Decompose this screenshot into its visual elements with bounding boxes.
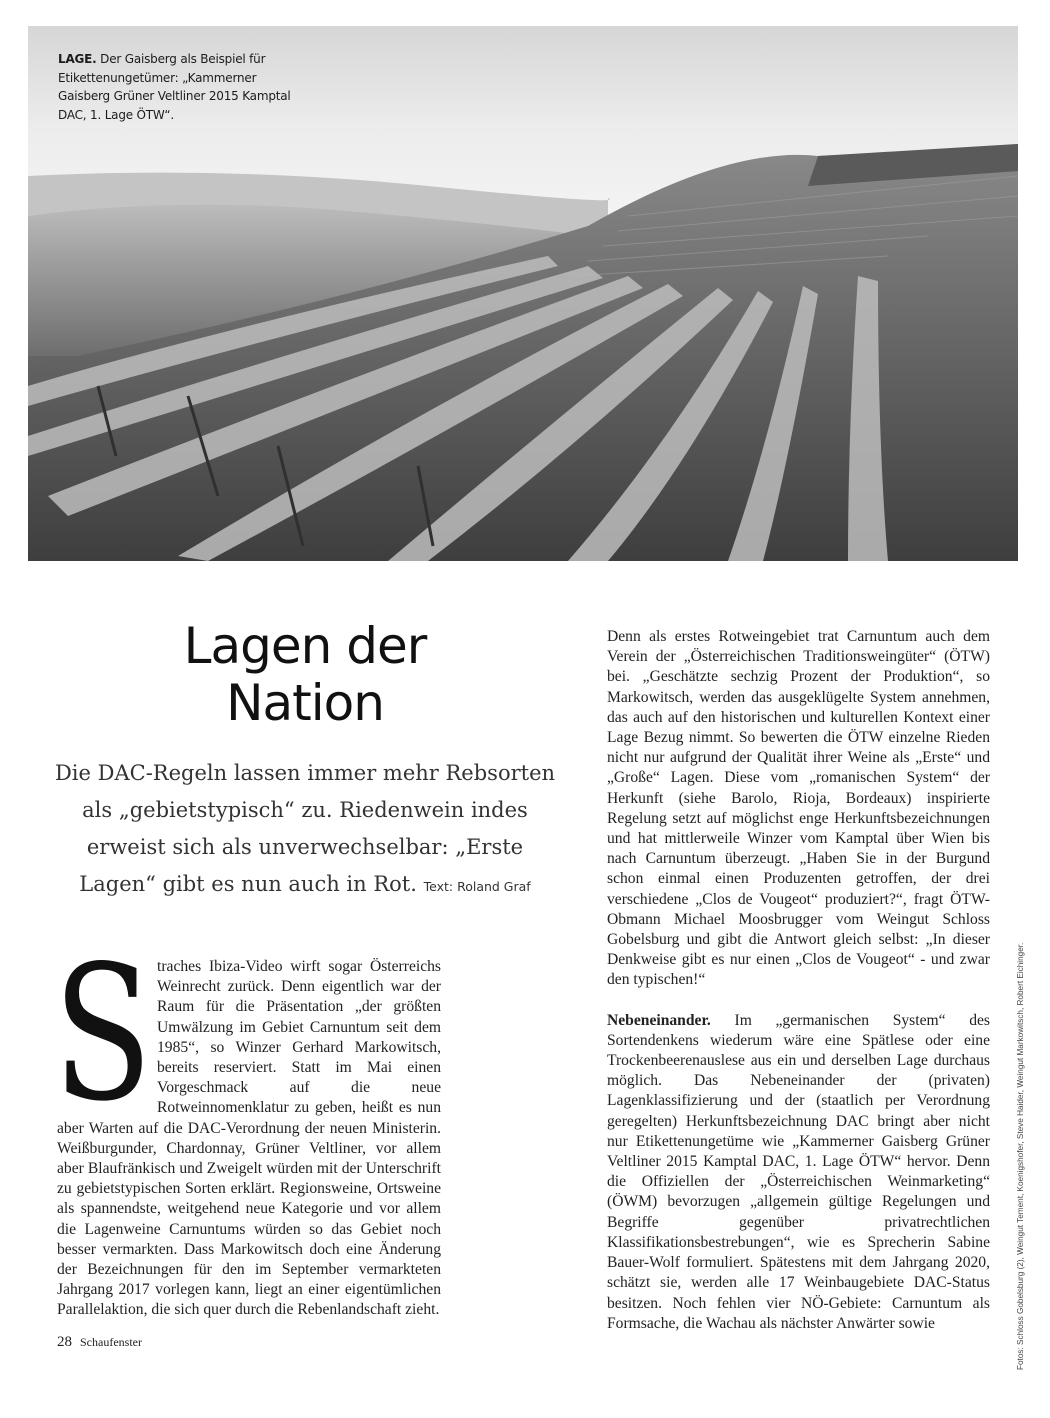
article-headline [40, 618, 570, 732]
deck-text: Die DAC-Regeln lassen immer mehr Rebsorten als „gebietstypisch“ zu. Riedenwein indes erweist sich als unverwechselbar: „Erste Lagen“ gibt es nun auch in Rot. [54, 761, 556, 896]
page-number: 28 [57, 1334, 72, 1350]
byline: Text: Roland Graf [423, 879, 531, 894]
caption-text: Der Gaisberg als Beispiel für Etikettenungetümer: „Kammerner Gaisberg Grüner Veltliner 2015 Kamptal DAC, 1. Lage ÖTW“. [58, 52, 291, 122]
article-column-right [607, 627, 990, 1334]
headline-line-2: Nation [226, 674, 384, 732]
page-footer [57, 1333, 142, 1351]
left-column-text: traches Ibiza-Video wirft sogar Österreichs Weinrecht zurück. Denn eigentlich war der Raum für die Präsentation „der größten Umwälzung im Gebiet Carnuntum seit dem 1985“, so Winzer Gerhard Markowitsch, bereits reserviert. Statt im Mai einen Vorgeschmack auf die neue Rotweinnomenklatur zu geben, heißt es nun aber Warten auf die DAC-Verordnung der neuen Ministerin. Weißburgunder, Chardonnay, Grüner Veltliner, vor allem aber Blaufränkisch und Zweigelt würden mit der Unterschrift zu gebietstypischen Sorten erklärt. Regionsweine, Ortsweine als spannendste, weitgehend neue Kategorie und vor allem die Lagenweine Carnuntums würden so das Gebiet noch besser vermarkten. Dass Markowitsch doch eine Änderung der Bezeichnungen für den im September vermarkteten Jahrgang 2017 vorlegen kann, liegt an einer eigentümlichen Parallelaktion, die sich quer durch die Rebenlandschaft zieht. [57, 958, 441, 1319]
headline-line-1: Lagen der [183, 617, 427, 675]
article-column-left [53, 925, 441, 1321]
paragraph-lead-in: Nebeneinander. [607, 1011, 711, 1029]
caption-lead: LAGE. [58, 52, 97, 66]
publication-name: Schaufenster [80, 1335, 142, 1349]
drop-cap: S [53, 925, 153, 1142]
article-deck [50, 755, 560, 905]
paragraph-2-text: Im „germanischen System“ des Sortendenkens wiederum wäre eine Spätlese oder eine Trockenbeerenauslese aus ein und derselben Lage durchaus möglich. Das Nebeneinander der (privaten) Lagenklassifizierung und der (staatlich per Verordnung geregelten) Herkunftsbezeichnung DAC bringt aber nicht nur Etikettenungetüme wie „Kammerner Gaisberg Grüner Veltliner 2015 Kamptal DAC, 1. Lage ÖTW“ hervor. Denn die Offiziellen der „Österreichischen Weinmarketing“ (ÖWM) bevorzugen „allgemein gültige Regelungen und Begriffe gegenüber privatrechtlichen Klassifikationsbestrebungen“, wie es Sprecherin Sabine Bauer-Wolf formuliert. Spätestens mit dem Jahrgang 2020, schätzt sie, werden alle 17 Weinbaugebiete DAC-Status besitzen. Noch fehlen vier NÖ-Gebiete: Carnuntum als Formsache, die Wachau als nächster Anwärter sowie [607, 1011, 990, 1332]
photo-caption [58, 50, 308, 124]
photo-credits: Fotos: Schloss Gobelsburg (2), Weingut Tement, Koenigshofer, Steve Haider, Weingut Markowitsch, Robert Eichinger. [1016, 942, 1025, 1370]
vineyard-photo [28, 26, 1018, 561]
paragraph-1: Denn als erstes Rotweingebiet trat Carnuntum auch dem Verein der „Österreichischen Traditionsweingüter“ (ÖTW) bei. „Geschätzte sechzig Prozent der Produktion“, so Markowitsch, werden das ausgeklügelte System annehmen, das auch auf den historischen und kulturellen Kontext einer Lage Bezug nimmt. So bewerten die ÖTW einzelne Rieden nicht nur aufgrund der Qualität ihrer Weine als „Erste“ und „Große“ Lagen. Diese vom „romanischen System“ der Herkunft (siehe Barolo, Rioja, Bordeaux) inspirierte Regelung setzt auf möglichst enge Herkunftsbezeichnungen und hat mittlerweile Winzer vom Kamptal über Wien bis nach Carnuntum überzeugt. „Haben Sie in der Burgund schon einmal einen Produzenten getroffen, der drei verschiedene „Clos de Vougeot“ produziert?“, fragt ÖTW-Obmann Michael Moosbrugger vom Weingut Schloss Gobelsburg und gibt die Antwort gleich selbst: „In dieser Denkweise gibt es nur einen „Clos de Vougeot“ - und zwar den typischen!“ [607, 628, 990, 989]
paragraph-spacer [607, 991, 990, 1011]
paragraph-2 [607, 1011, 990, 1334]
